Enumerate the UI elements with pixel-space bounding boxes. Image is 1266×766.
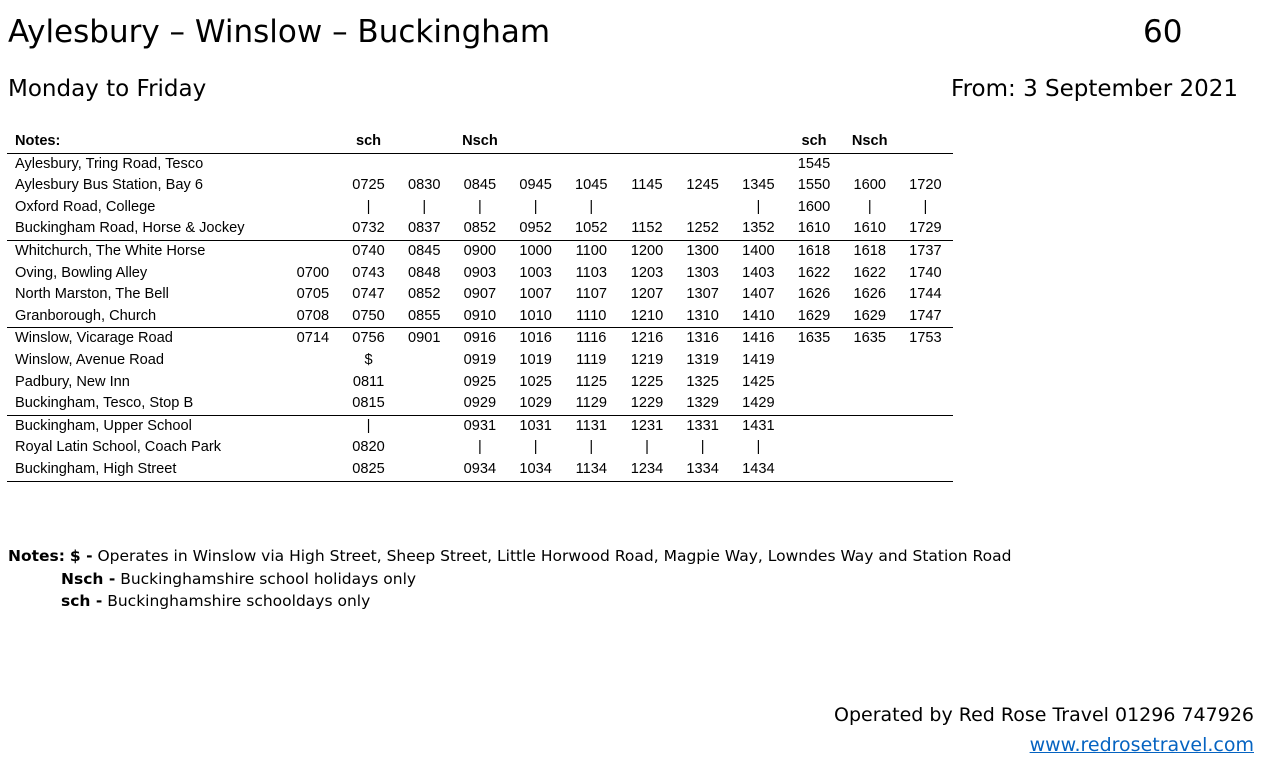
- departure-time: [396, 372, 452, 394]
- stop-name: Winslow, Avenue Road: [15, 351, 165, 368]
- departure-time: [396, 153, 452, 175]
- departure-time: 1635: [797, 330, 831, 347]
- departure-time: 1252: [675, 218, 731, 240]
- table-row: [7, 175, 953, 197]
- departure-time: 1031: [519, 417, 552, 434]
- departure-time: [786, 372, 842, 394]
- departure-time: |: [533, 439, 538, 456]
- stop-name: Whitchurch, The White Horse: [15, 242, 206, 259]
- departure-time: [898, 350, 954, 372]
- departure-time: 1550: [797, 177, 831, 194]
- departure-time: [731, 153, 787, 175]
- departure-time: 1225: [630, 373, 664, 390]
- departure-time: [396, 437, 452, 459]
- table-row: [7, 284, 953, 306]
- departure-time: 1622: [853, 264, 886, 281]
- departure-time: [619, 197, 675, 219]
- departure-time: [396, 393, 452, 415]
- departure-time: 1622: [797, 264, 831, 281]
- departure-time: 1720: [909, 177, 942, 194]
- departure-time: 1300: [686, 242, 719, 259]
- column-note: [619, 131, 675, 153]
- table-row: [7, 153, 953, 175]
- departure-time: |: [366, 417, 371, 434]
- route-number: 60: [1143, 14, 1183, 50]
- departure-time: 0700: [296, 264, 330, 281]
- departure-time: 1103: [575, 264, 607, 281]
- departure-time: [898, 153, 954, 175]
- departure-time: |: [756, 439, 761, 456]
- departure-time: [786, 415, 842, 437]
- departure-time: 0848: [407, 264, 441, 281]
- table-row: [7, 393, 953, 415]
- departure-time: 1744: [909, 286, 942, 303]
- departure-time: [396, 459, 452, 481]
- timetable-header: [7, 131, 953, 153]
- departure-time: 1000: [519, 242, 552, 259]
- departure-time: 1345: [742, 177, 775, 194]
- departure-time: [842, 372, 898, 394]
- stop-name: Oving, Bowling Alley: [15, 264, 148, 281]
- departure-time: [898, 415, 954, 437]
- departure-time: 1025: [519, 373, 552, 390]
- departure-time: 0919: [463, 351, 497, 368]
- departure-time: 1610: [842, 218, 898, 240]
- departure-time: 0852: [407, 286, 441, 303]
- stop-name: Aylesbury Bus Station, Bay 6: [15, 177, 203, 194]
- departure-time: 1110: [563, 306, 619, 328]
- departure-time: |: [867, 198, 872, 215]
- departure-time: [898, 459, 954, 481]
- departure-time: 1431: [742, 417, 775, 434]
- stop-name: Padbury, New Inn: [15, 373, 130, 390]
- notes-section: [8, 545, 1011, 613]
- departure-time: 1303: [686, 264, 719, 281]
- departure-time: [786, 393, 842, 415]
- note-text: Operates in Winslow via High Street, Sheep Street, Little Horwood Road, Magpie Way, Lowndes Way and Station Road: [97, 547, 1012, 565]
- departure-time: 1325: [686, 373, 719, 390]
- stop-name: Aylesbury, Tring Road, Tesco: [15, 155, 204, 172]
- departure-time: 0747: [352, 286, 385, 303]
- departure-time: 1407: [742, 286, 775, 303]
- effective-date: From: 3 September 2021: [951, 76, 1238, 102]
- note-code: sch -: [61, 592, 103, 610]
- departure-time: 1116: [576, 330, 607, 347]
- departure-time: 0900: [463, 242, 497, 259]
- departure-time: [508, 153, 564, 175]
- note-code: $ -: [69, 547, 93, 565]
- departure-time: 1425: [742, 373, 775, 390]
- departure-time: 1429: [731, 393, 787, 415]
- departure-time: 0910: [452, 306, 508, 328]
- departure-time: 1329: [675, 393, 731, 415]
- departure-time: [786, 437, 842, 459]
- departure-time: 1740: [909, 264, 942, 281]
- departure-time: 1134: [563, 459, 619, 481]
- departure-time: [898, 393, 954, 415]
- departure-time: 1610: [786, 218, 842, 240]
- column-note: [675, 131, 731, 153]
- note-sch: [8, 590, 1011, 613]
- departure-time: 0916: [463, 330, 497, 347]
- departure-time: [285, 459, 341, 481]
- column-note: [563, 131, 619, 153]
- departure-time: 0811: [352, 373, 385, 390]
- departure-time: [341, 153, 397, 175]
- departure-time: 1403: [742, 264, 775, 281]
- departure-time: [563, 153, 619, 175]
- departure-time: 0708: [285, 306, 341, 328]
- departure-time: 1216: [630, 330, 664, 347]
- stop-name: North Marston, The Bell: [15, 286, 169, 303]
- departure-time: 0931: [463, 417, 497, 434]
- departure-time: 1629: [786, 306, 842, 328]
- departure-time: 0852: [452, 218, 508, 240]
- column-note: [508, 131, 564, 153]
- operating-days: Monday to Friday: [8, 76, 207, 102]
- departure-time: 1352: [731, 218, 787, 240]
- departure-time: 1307: [686, 286, 719, 303]
- departure-time: 0929: [452, 393, 508, 415]
- table-row: [7, 197, 953, 219]
- departure-time: 1600: [797, 198, 831, 215]
- departure-time: 1200: [630, 242, 664, 259]
- departure-time: 1410: [731, 306, 787, 328]
- departure-time: 0750: [341, 306, 397, 328]
- departure-time: 1753: [909, 330, 942, 347]
- departure-time: 1618: [853, 242, 886, 259]
- table-row: [7, 372, 953, 394]
- departure-time: 0820: [352, 439, 385, 456]
- notes-label: Notes:: [8, 547, 65, 565]
- note-dollar: [8, 545, 1011, 568]
- departure-time: 1245: [686, 177, 719, 194]
- departure-time: |: [366, 198, 371, 215]
- departure-time: |: [422, 198, 427, 215]
- column-note: [396, 131, 452, 153]
- stop-name: Buckingham, Upper School: [15, 417, 192, 434]
- departure-time: 1231: [630, 417, 664, 434]
- departure-time: 1331: [686, 417, 719, 434]
- departure-time: 1635: [853, 330, 886, 347]
- timetable-body: [7, 153, 953, 481]
- stop-name: Oxford Road, College: [15, 198, 156, 215]
- departure-time: |: [478, 439, 482, 456]
- departure-time: 0934: [452, 459, 508, 481]
- table-row: [7, 415, 953, 437]
- note-code: Nsch -: [61, 569, 116, 588]
- table-row: [7, 218, 953, 240]
- departure-time: [452, 153, 508, 175]
- column-note: Nsch: [452, 131, 508, 153]
- departure-time: [285, 415, 341, 437]
- departure-time: 0743: [352, 264, 385, 281]
- departure-time: 1045: [575, 177, 608, 194]
- departure-time: 0952: [508, 218, 564, 240]
- departure-time: 0907: [463, 286, 497, 303]
- departure-time: 0714: [296, 330, 330, 347]
- departure-time: 0830: [407, 177, 441, 194]
- table-row: [7, 328, 953, 350]
- departure-time: [842, 350, 898, 372]
- departure-time: 1007: [519, 286, 552, 303]
- departure-time: [842, 415, 898, 437]
- departure-time: [396, 350, 452, 372]
- departure-time: [396, 415, 452, 437]
- departure-time: 1100: [575, 242, 607, 259]
- departure-time: 1145: [631, 177, 663, 194]
- departure-time: 1210: [619, 306, 675, 328]
- departure-time: 1016: [519, 330, 552, 347]
- departure-time: [842, 459, 898, 481]
- departure-time: |: [923, 198, 928, 215]
- website-link[interactable]: www.redrosetravel.com: [1029, 734, 1254, 756]
- departure-time: 1234: [619, 459, 675, 481]
- table-row: [7, 437, 953, 459]
- departure-time: [786, 350, 842, 372]
- note-nsch: [8, 568, 1011, 591]
- notes-header: Notes:: [7, 131, 285, 153]
- departure-time: 1003: [519, 264, 552, 281]
- departure-time: |: [589, 439, 594, 456]
- departure-time: 0815: [341, 393, 397, 415]
- departure-time: [285, 437, 341, 459]
- column-note: sch: [786, 131, 842, 153]
- departure-time: [285, 240, 341, 262]
- timetable: [7, 131, 953, 482]
- operator-contact: Operated by Red Rose Travel 01296 747926: [833, 704, 1254, 726]
- departure-time: |: [700, 439, 705, 456]
- departure-time: 1019: [519, 351, 552, 368]
- departure-time: [285, 153, 341, 175]
- departure-time: 1729: [898, 218, 954, 240]
- table-row: [7, 240, 953, 262]
- column-note: Nsch: [842, 131, 898, 153]
- departure-time: 0732: [341, 218, 397, 240]
- departure-time: |: [756, 198, 761, 215]
- departure-time: 1400: [742, 242, 775, 259]
- departure-time: [285, 350, 341, 372]
- departure-time: 1310: [675, 306, 731, 328]
- table-row: [7, 306, 953, 328]
- departure-time: 1618: [797, 242, 831, 259]
- departure-time: 1316: [686, 330, 719, 347]
- departure-time: 0740: [352, 242, 385, 259]
- departure-time: 0855: [396, 306, 452, 328]
- departure-time: $: [364, 351, 373, 368]
- stop-name: Granborough, Church: [7, 306, 285, 328]
- departure-time: [285, 393, 341, 415]
- departure-time: 1125: [575, 373, 607, 390]
- table-row: [7, 350, 953, 372]
- departure-time: 1207: [630, 286, 664, 303]
- departure-time: 0925: [463, 373, 497, 390]
- note-text: Buckinghamshire schooldays only: [107, 592, 371, 610]
- stop-name: Buckingham, High Street: [7, 459, 285, 481]
- stop-name: Royal Latin School, Coach Park: [15, 439, 222, 456]
- departure-time: 1203: [630, 264, 664, 281]
- departure-time: |: [645, 439, 649, 456]
- departure-time: 1219: [630, 351, 664, 368]
- departure-time: [285, 372, 341, 394]
- departure-time: 1119: [576, 351, 607, 368]
- departure-time: 0903: [463, 264, 497, 281]
- departure-time: 0845: [463, 177, 497, 194]
- departure-time: 0705: [296, 286, 330, 303]
- table-row: [7, 459, 953, 481]
- departure-time: 0845: [407, 242, 441, 259]
- departure-time: |: [478, 198, 482, 215]
- departure-time: 1626: [797, 286, 831, 303]
- departure-time: 1034: [508, 459, 564, 481]
- departure-time: 1052: [563, 218, 619, 240]
- departure-time: 1319: [686, 351, 719, 368]
- departure-time: 1626: [853, 286, 886, 303]
- departure-time: [285, 218, 341, 240]
- stop-name: Buckingham Road, Horse & Jockey: [7, 218, 285, 240]
- table-row: [7, 263, 953, 285]
- departure-time: 1747: [898, 306, 954, 328]
- departure-time: 0837: [396, 218, 452, 240]
- departure-time: [675, 197, 731, 219]
- departure-time: [619, 153, 675, 175]
- departure-time: 0756: [352, 330, 385, 347]
- departure-time: [842, 393, 898, 415]
- departure-time: 1737: [909, 242, 942, 259]
- departure-time: [842, 437, 898, 459]
- departure-time: [285, 197, 341, 219]
- departure-time: 1419: [742, 351, 775, 368]
- departure-time: [675, 153, 731, 175]
- column-note: [285, 131, 341, 153]
- stop-name: Buckingham, Tesco, Stop B: [7, 393, 285, 415]
- departure-time: 0725: [352, 177, 385, 194]
- departure-time: 1129: [563, 393, 619, 415]
- departure-time: [285, 175, 341, 197]
- column-note: [898, 131, 954, 153]
- departure-time: |: [589, 198, 594, 215]
- departure-time: 1434: [731, 459, 787, 481]
- departure-time: [898, 437, 954, 459]
- departure-time: 1029: [508, 393, 564, 415]
- departure-time: 0901: [407, 330, 441, 347]
- stop-name: Winslow, Vicarage Road: [15, 330, 173, 347]
- departure-time: |: [533, 198, 538, 215]
- departure-time: 1416: [742, 330, 775, 347]
- note-text: Buckinghamshire school holidays only: [120, 569, 417, 588]
- departure-time: 0825: [341, 459, 397, 481]
- departure-time: 1010: [508, 306, 564, 328]
- departure-time: 1131: [575, 417, 607, 434]
- departure-time: 1229: [619, 393, 675, 415]
- departure-time: 1152: [619, 218, 675, 240]
- departure-time: 1334: [675, 459, 731, 481]
- departure-time: [898, 372, 954, 394]
- column-note: [731, 131, 787, 153]
- departure-time: [786, 459, 842, 481]
- page-title: Aylesbury – Winslow – Buckingham: [8, 14, 551, 50]
- departure-time: 1629: [842, 306, 898, 328]
- departure-time: 1545: [797, 155, 831, 172]
- column-note: sch: [341, 131, 397, 153]
- departure-time: 0945: [519, 177, 552, 194]
- departure-time: 1107: [575, 286, 607, 303]
- departure-time: 1600: [853, 177, 886, 194]
- departure-time: [842, 153, 898, 175]
